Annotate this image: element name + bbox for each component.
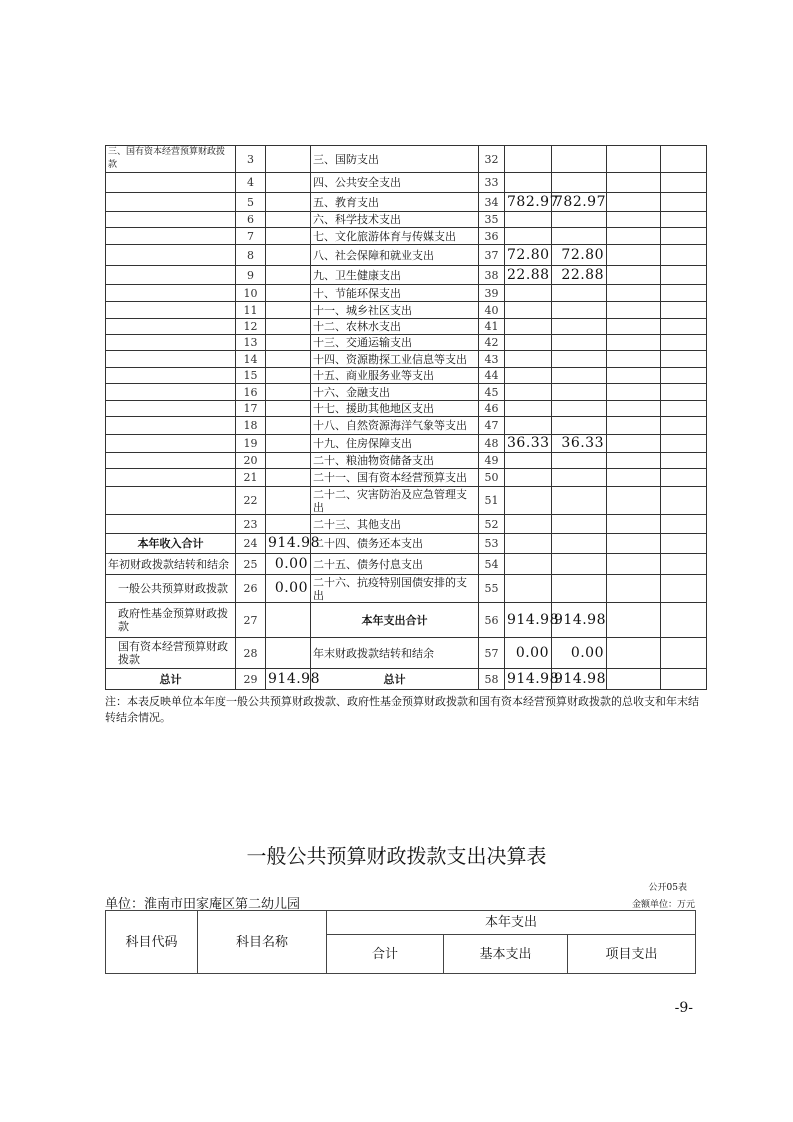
expense-gov-fund-cell [607, 435, 661, 453]
expense-general-budget-cell: 914.98 [552, 669, 607, 690]
expense-total-cell [505, 487, 552, 515]
expense-total-cell [505, 417, 552, 435]
expense-state-capital-cell [661, 554, 707, 575]
money-unit: 金额单位：万元 [631, 900, 695, 910]
income-amount-cell [266, 469, 311, 487]
income-item-cell [106, 384, 236, 401]
income-line-no-cell: 8 [236, 245, 266, 266]
expense-general-budget-cell [552, 228, 607, 245]
expense-gov-fund-cell [607, 554, 661, 575]
expense-line-no-cell: 34 [479, 193, 505, 212]
expense-state-capital-cell [661, 575, 707, 603]
income-line-no-cell: 27 [236, 603, 266, 638]
expense-item-cell: 五、教育支出 [311, 193, 479, 212]
expense-line-no-cell: 50 [479, 469, 505, 487]
page-number: -9- [674, 1000, 693, 1016]
expense-line-no-cell: 41 [479, 319, 505, 335]
expense-state-capital-cell [661, 453, 707, 469]
expense-general-budget-cell [552, 534, 607, 554]
expense-general-budget-cell [552, 285, 607, 302]
table-row [106, 319, 707, 335]
income-line-no-cell: 12 [236, 319, 266, 335]
expense-state-capital-cell [661, 193, 707, 212]
table-row [106, 453, 707, 469]
income-amount-cell [266, 212, 311, 228]
expense-item-cell: 二十、粮油物资储备支出 [311, 453, 479, 469]
table-row [106, 146, 707, 173]
income-item-cell [106, 302, 236, 319]
table-row [106, 245, 707, 266]
header-project-expenditure: 项目支出 [568, 935, 696, 974]
expense-line-no-cell: 35 [479, 212, 505, 228]
expense-general-budget-cell: 0.00 [552, 638, 607, 669]
expense-line-no-cell: 45 [479, 384, 505, 401]
expense-item-cell: 十六、金融支出 [311, 384, 479, 401]
income-item-cell [106, 245, 236, 266]
income-amount-cell [266, 173, 311, 193]
expense-item-cell: 二十六、抗疫特别国债安排的支出 [311, 575, 479, 603]
expense-line-no-cell: 53 [479, 534, 505, 554]
expense-state-capital-cell [661, 319, 707, 335]
table-row [106, 173, 707, 193]
income-item-cell [106, 285, 236, 302]
expense-total-cell [505, 351, 552, 368]
expense-line-no-cell: 46 [479, 401, 505, 417]
table-row [106, 469, 707, 487]
expense-gov-fund-cell [607, 302, 661, 319]
income-line-no-cell: 28 [236, 638, 266, 669]
expense-state-capital-cell [661, 534, 707, 554]
expense-gov-fund-cell [607, 368, 661, 384]
income-line-no-cell: 9 [236, 266, 266, 285]
expense-gov-fund-cell [607, 401, 661, 417]
income-item-cell [106, 453, 236, 469]
expense-state-capital-cell [661, 515, 707, 534]
income-amount-cell [266, 368, 311, 384]
table-row [106, 351, 707, 368]
expense-total-cell [505, 212, 552, 228]
income-line-no-cell: 11 [236, 302, 266, 319]
income-item-cell [106, 212, 236, 228]
expense-total-cell [505, 302, 552, 319]
expense-item-cell: 四、公共安全支出 [311, 173, 479, 193]
expense-item-cell: 十七、援助其他地区支出 [311, 401, 479, 417]
table-row [106, 266, 707, 285]
expense-item-cell: 二十二、灾害防治及应急管理支出 [311, 487, 479, 515]
table-row [106, 554, 707, 575]
expense-general-budget-cell [552, 212, 607, 228]
expense-line-no-cell: 58 [479, 669, 505, 690]
expense-line-no-cell: 40 [479, 302, 505, 319]
income-line-no-cell: 4 [236, 173, 266, 193]
income-item-cell [106, 193, 236, 212]
expense-gov-fund-cell [607, 603, 661, 638]
income-line-no-cell: 17 [236, 401, 266, 417]
expense-total-cell [505, 146, 552, 173]
expense-gov-fund-cell [607, 417, 661, 435]
expense-general-budget-cell: 72.80 [552, 245, 607, 266]
expense-total-cell [505, 554, 552, 575]
expense-state-capital-cell [661, 335, 707, 351]
expense-general-budget-cell [552, 173, 607, 193]
expense-line-no-cell: 38 [479, 266, 505, 285]
expense-item-cell: 七、文化旅游体育与传媒支出 [311, 228, 479, 245]
expense-total-cell: 36.33 [505, 435, 552, 453]
expense-item-cell: 六、科学技术支出 [311, 212, 479, 228]
section-title: 一般公共预算财政拨款支出决算表 [246, 844, 547, 868]
expense-total-cell: 914.98 [505, 669, 552, 690]
expense-line-no-cell: 32 [479, 146, 505, 173]
income-amount-cell [266, 302, 311, 319]
expense-state-capital-cell [661, 487, 707, 515]
expense-general-budget-cell [552, 575, 607, 603]
expense-general-budget-cell [552, 453, 607, 469]
income-line-no-cell: 20 [236, 453, 266, 469]
income-line-no-cell: 25 [236, 554, 266, 575]
table-row [106, 487, 707, 515]
income-item-cell: 年初财政拨款结转和结余 [106, 554, 236, 575]
income-amount-cell [266, 417, 311, 435]
income-item-cell: 总计 [106, 669, 236, 690]
income-amount-cell [266, 146, 311, 173]
income-line-no-cell: 5 [236, 193, 266, 212]
income-item-cell: 三、国有资本经营预算财政拨款 [106, 146, 236, 173]
expense-state-capital-cell [661, 638, 707, 669]
expense-general-budget-cell [552, 417, 607, 435]
income-amount-cell [266, 453, 311, 469]
income-line-no-cell: 29 [236, 669, 266, 690]
income-amount-cell [266, 228, 311, 245]
income-item-cell [106, 173, 236, 193]
expense-item-cell: 十、节能环保支出 [311, 285, 479, 302]
header-code: 科目代码 [106, 911, 198, 974]
expense-total-cell [505, 384, 552, 401]
income-line-no-cell: 13 [236, 335, 266, 351]
table-row [106, 603, 707, 638]
income-item-cell [106, 435, 236, 453]
expense-line-no-cell: 52 [479, 515, 505, 534]
expense-gov-fund-cell [607, 575, 661, 603]
expense-general-budget-cell: 36.33 [552, 435, 607, 453]
income-line-no-cell: 26 [236, 575, 266, 603]
income-line-no-cell: 24 [236, 534, 266, 554]
expense-gov-fund-cell [607, 266, 661, 285]
expense-gov-fund-cell [607, 487, 661, 515]
income-line-no-cell: 10 [236, 285, 266, 302]
income-item-cell: 一般公共预算财政拨款 [106, 575, 236, 603]
expense-gov-fund-cell [607, 638, 661, 669]
income-amount-cell [266, 335, 311, 351]
income-amount-cell: 0.00 [266, 554, 311, 575]
expense-general-budget-cell [552, 401, 607, 417]
expense-state-capital-cell [661, 384, 707, 401]
expense-general-budget-cell [552, 469, 607, 487]
expense-total-cell [505, 534, 552, 554]
table-row [106, 384, 707, 401]
expense-gov-fund-cell [607, 335, 661, 351]
expense-general-budget-cell [552, 319, 607, 335]
table-row [106, 212, 707, 228]
expense-general-budget-cell [552, 384, 607, 401]
expense-item-cell: 二十三、其他支出 [311, 515, 479, 534]
expense-state-capital-cell [661, 146, 707, 173]
income-amount-cell [266, 351, 311, 368]
income-item-cell [106, 319, 236, 335]
expense-line-no-cell: 51 [479, 487, 505, 515]
table-row [106, 669, 707, 690]
expense-item-cell: 九、卫生健康支出 [311, 266, 479, 285]
table-row [106, 435, 707, 453]
expense-gov-fund-cell [607, 534, 661, 554]
expense-state-capital-cell [661, 435, 707, 453]
expense-state-capital-cell [661, 285, 707, 302]
income-amount-cell [266, 245, 311, 266]
table-row [106, 515, 707, 534]
income-line-no-cell: 22 [236, 487, 266, 515]
expense-total-cell [505, 575, 552, 603]
table-row [106, 368, 707, 384]
expense-total-cell [505, 319, 552, 335]
expense-line-no-cell: 56 [479, 603, 505, 638]
expense-general-budget-cell: 22.88 [552, 266, 607, 285]
expense-general-budget-cell [552, 335, 607, 351]
expense-total-cell: 782.97 [505, 193, 552, 212]
income-line-no-cell: 16 [236, 384, 266, 401]
expense-state-capital-cell [661, 469, 707, 487]
income-amount-cell: 914.98 [266, 669, 311, 690]
income-item-cell [106, 417, 236, 435]
expense-gov-fund-cell [607, 351, 661, 368]
income-amount-cell [266, 266, 311, 285]
table-row [106, 335, 707, 351]
expense-line-no-cell: 47 [479, 417, 505, 435]
income-amount-cell [266, 319, 311, 335]
table-row [106, 638, 707, 669]
expense-general-budget-cell [552, 554, 607, 575]
expense-gov-fund-cell [607, 319, 661, 335]
income-amount-cell [266, 515, 311, 534]
table-row [106, 285, 707, 302]
expense-general-budget-cell [552, 351, 607, 368]
expense-state-capital-cell [661, 417, 707, 435]
expense-total-cell: 914.98 [505, 603, 552, 638]
income-line-no-cell: 3 [236, 146, 266, 173]
expense-item-cell: 八、社会保障和就业支出 [311, 245, 479, 266]
income-amount-cell [266, 193, 311, 212]
table-row [106, 302, 707, 319]
income-amount-cell [266, 603, 311, 638]
income-item-cell: 本年收入合计 [106, 534, 236, 554]
expense-gov-fund-cell [607, 146, 661, 173]
expense-gov-fund-cell [607, 469, 661, 487]
table-row [106, 401, 707, 417]
general-budget-expenditure-table [105, 910, 696, 974]
expense-state-capital-cell [661, 302, 707, 319]
expense-general-budget-cell [552, 146, 607, 173]
expense-gov-fund-cell [607, 228, 661, 245]
expense-line-no-cell: 55 [479, 575, 505, 603]
expense-general-budget-cell: 914.98 [552, 603, 607, 638]
expense-state-capital-cell [661, 669, 707, 690]
expense-line-no-cell: 42 [479, 335, 505, 351]
expense-total-cell: 72.80 [505, 245, 552, 266]
header-total: 合计 [327, 935, 444, 974]
header-basic-expenditure: 基本支出 [444, 935, 568, 974]
income-amount-cell [266, 285, 311, 302]
expense-gov-fund-cell [607, 245, 661, 266]
expense-item-cell: 十九、住房保障支出 [311, 435, 479, 453]
expense-gov-fund-cell [607, 515, 661, 534]
expense-line-no-cell: 44 [479, 368, 505, 384]
income-line-no-cell: 23 [236, 515, 266, 534]
expense-general-budget-cell [552, 515, 607, 534]
expense-item-cell: 本年支出合计 [311, 603, 479, 638]
expense-general-budget-cell: 782.97 [552, 193, 607, 212]
expense-general-budget-cell [552, 487, 607, 515]
expense-gov-fund-cell [607, 384, 661, 401]
income-item-cell: 政府性基金预算财政拨款 [106, 603, 236, 638]
expense-state-capital-cell [661, 173, 707, 193]
expense-item-cell: 十八、自然资源海洋气象等支出 [311, 417, 479, 435]
expense-gov-fund-cell [607, 669, 661, 690]
expense-total-cell [505, 401, 552, 417]
expense-gov-fund-cell [607, 212, 661, 228]
expense-total-cell [505, 469, 552, 487]
expense-total-cell: 0.00 [505, 638, 552, 669]
income-item-cell [106, 515, 236, 534]
expense-line-no-cell: 37 [479, 245, 505, 266]
expense-line-no-cell: 49 [479, 453, 505, 469]
expense-state-capital-cell [661, 212, 707, 228]
expense-gov-fund-cell [607, 285, 661, 302]
expense-state-capital-cell [661, 228, 707, 245]
expense-line-no-cell: 54 [479, 554, 505, 575]
expense-line-no-cell: 57 [479, 638, 505, 669]
income-line-no-cell: 15 [236, 368, 266, 384]
expense-item-cell: 十四、资源勘探工业信息等支出 [311, 351, 479, 368]
reporting-unit: 单位：淮南市田家庵区第二幼儿园 [105, 897, 301, 912]
income-item-cell [106, 228, 236, 245]
header-current-year-expenditure: 本年支出 [327, 911, 696, 935]
table-row [106, 575, 707, 603]
table-row [106, 193, 707, 212]
table-row [106, 417, 707, 435]
income-item-cell [106, 266, 236, 285]
expense-line-no-cell: 36 [479, 228, 505, 245]
expense-total-cell [505, 228, 552, 245]
expense-item-cell: 二十五、债务付息支出 [311, 554, 479, 575]
income-item-cell [106, 401, 236, 417]
expense-line-no-cell: 39 [479, 285, 505, 302]
income-line-no-cell: 18 [236, 417, 266, 435]
expense-item-cell: 年末财政拨款结转和结余 [311, 638, 479, 669]
expense-gov-fund-cell [607, 173, 661, 193]
expense-state-capital-cell [661, 368, 707, 384]
expense-general-budget-cell [552, 302, 607, 319]
income-line-no-cell: 7 [236, 228, 266, 245]
expense-item-cell: 三、国防支出 [311, 146, 479, 173]
expense-total-cell: 22.88 [505, 266, 552, 285]
income-amount-cell: 0.00 [266, 575, 311, 603]
income-item-cell [106, 351, 236, 368]
income-item-cell [106, 335, 236, 351]
income-amount-cell [266, 401, 311, 417]
expense-item-cell: 总计 [311, 669, 479, 690]
income-item-cell: 国有资本经营预算财政拨款 [106, 638, 236, 669]
income-amount-cell: 914.98 [266, 534, 311, 554]
expense-state-capital-cell [661, 266, 707, 285]
expense-total-cell [505, 453, 552, 469]
expense-state-capital-cell [661, 245, 707, 266]
table-number: 公开05表 [648, 883, 687, 893]
income-item-cell [106, 469, 236, 487]
expense-total-cell [505, 368, 552, 384]
expense-line-no-cell: 43 [479, 351, 505, 368]
expense-gov-fund-cell [607, 453, 661, 469]
expense-gov-fund-cell [607, 193, 661, 212]
expense-total-cell [505, 515, 552, 534]
expense-item-cell: 十一、城乡社区支出 [311, 302, 479, 319]
expense-total-cell [505, 173, 552, 193]
fiscal-appropriation-summary-table [105, 145, 707, 690]
income-line-no-cell: 6 [236, 212, 266, 228]
income-amount-cell [266, 435, 311, 453]
header-name: 科目名称 [198, 911, 327, 974]
expense-item-cell: 二十一、国有资本经营预算支出 [311, 469, 479, 487]
table-note: 注：本表反映单位本年度一般公共预算财政拨款、政府性基金预算财政拨款和国有资本经营预算财政拨款的总收支和年末结转结余情况。 [105, 695, 699, 724]
income-line-no-cell: 14 [236, 351, 266, 368]
expense-total-cell [505, 285, 552, 302]
expense-total-cell [505, 335, 552, 351]
income-line-no-cell: 19 [236, 435, 266, 453]
expense-item-cell: 二十四、债务还本支出 [311, 534, 479, 554]
income-item-cell [106, 487, 236, 515]
table-row [106, 228, 707, 245]
income-amount-cell [266, 487, 311, 515]
expense-item-cell: 十五、商业服务业等支出 [311, 368, 479, 384]
expense-line-no-cell: 48 [479, 435, 505, 453]
income-amount-cell [266, 384, 311, 401]
expense-line-no-cell: 33 [479, 173, 505, 193]
expense-general-budget-cell [552, 368, 607, 384]
expense-item-cell: 十三、交通运输支出 [311, 335, 479, 351]
expense-state-capital-cell [661, 401, 707, 417]
income-amount-cell [266, 638, 311, 669]
expense-state-capital-cell [661, 351, 707, 368]
income-line-no-cell: 21 [236, 469, 266, 487]
expense-state-capital-cell [661, 603, 707, 638]
table-row [106, 534, 707, 554]
income-item-cell [106, 368, 236, 384]
expense-item-cell: 十二、农林水支出 [311, 319, 479, 335]
